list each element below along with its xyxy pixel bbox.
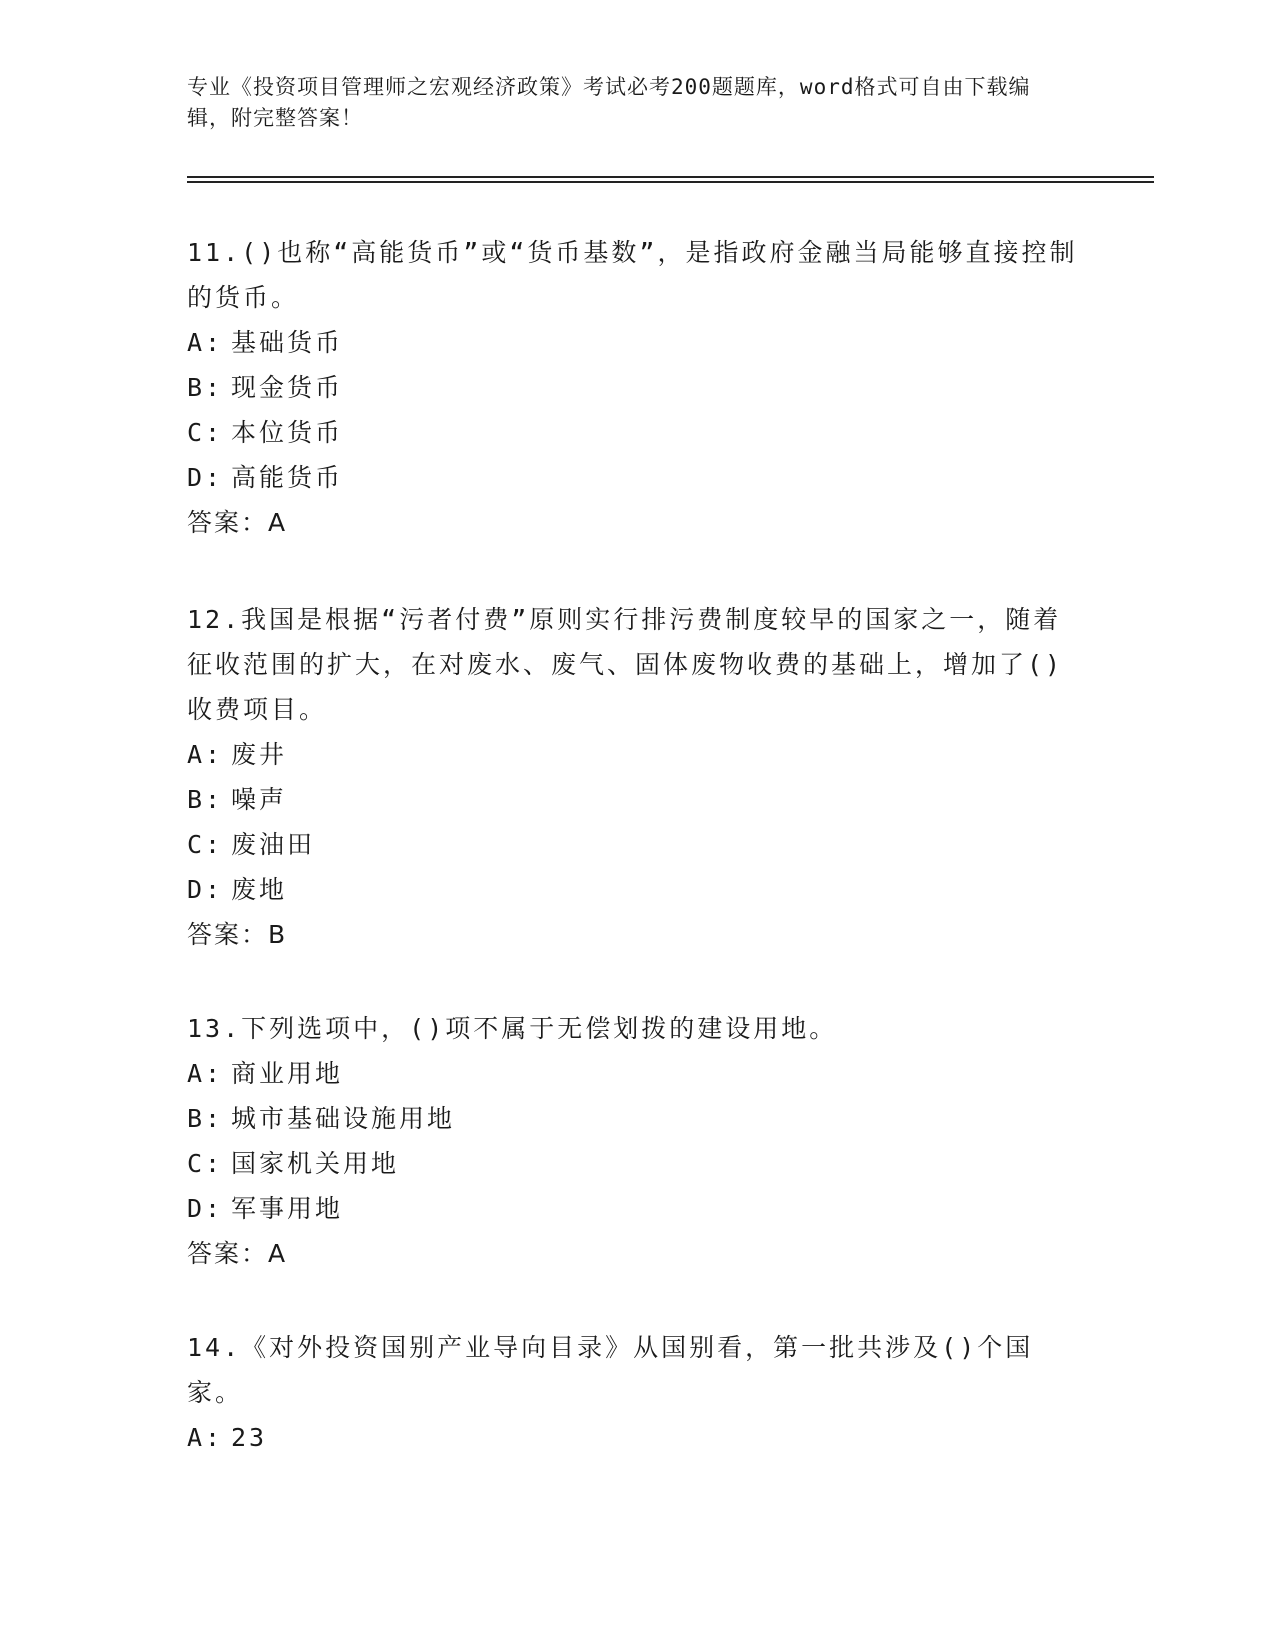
answer-line: 答案：B xyxy=(187,920,288,949)
option-c xyxy=(187,1141,1087,1186)
option-c xyxy=(187,410,1087,455)
option-d xyxy=(187,1186,1087,1231)
question-stem: 11.()也称“高能货币”或“货币基数”，是指政府金融当局能够直接控制的货币。 xyxy=(187,238,1078,312)
answer-line: 答案：A xyxy=(187,1239,288,1268)
option-text: 基础货币 xyxy=(231,328,344,357)
option-text: 军事用地 xyxy=(231,1194,344,1223)
option-label: C: xyxy=(187,1149,224,1178)
question-stem: 14.《对外投资国别产业导向目录》从国别看，第一批共涉及()个国家。 xyxy=(187,1333,1034,1407)
option-text: 废井 xyxy=(231,740,288,769)
option-label: A: xyxy=(187,1423,224,1452)
option-text: 废油田 xyxy=(231,830,316,859)
option-label: D: xyxy=(187,463,224,492)
header-divider-top xyxy=(187,176,1154,178)
option-b xyxy=(187,365,1087,410)
option-text: 国家机关用地 xyxy=(231,1149,400,1178)
option-text: 本位货币 xyxy=(231,418,344,447)
option-text: 噪声 xyxy=(231,785,288,814)
document-header: 专业《投资项目管理师之宏观经济政策》考试必考200题题库，word格式可自由下载编辑，附完整答案！ xyxy=(187,75,1031,130)
option-text: 废地 xyxy=(231,875,288,904)
option-label: A: xyxy=(187,740,224,769)
option-a xyxy=(187,732,1087,777)
option-label: D: xyxy=(187,1194,224,1223)
option-text: 高能货币 xyxy=(231,463,344,492)
option-d xyxy=(187,455,1087,500)
header-divider-bottom xyxy=(187,181,1154,183)
option-label: B: xyxy=(187,1104,224,1133)
question-11 xyxy=(187,230,1087,545)
option-b xyxy=(187,1096,1087,1141)
option-label: C: xyxy=(187,418,224,447)
option-a xyxy=(187,320,1087,365)
option-text: 23 xyxy=(231,1423,268,1452)
question-13 xyxy=(187,1006,1087,1276)
option-a xyxy=(187,1051,1087,1096)
option-text: 城市基础设施用地 xyxy=(231,1104,456,1133)
option-text: 现金货币 xyxy=(231,373,344,402)
option-label: A: xyxy=(187,328,224,357)
option-b xyxy=(187,777,1087,822)
question-stem: 13.下列选项中，()项不属于无偿划拨的建设用地。 xyxy=(187,1014,838,1043)
option-text: 商业用地 xyxy=(231,1059,344,1088)
option-label: B: xyxy=(187,785,224,814)
option-label: A: xyxy=(187,1059,224,1088)
option-label: D: xyxy=(187,875,224,904)
option-d xyxy=(187,867,1087,912)
question-12 xyxy=(187,597,1087,957)
option-label: C: xyxy=(187,830,224,859)
option-a xyxy=(187,1415,1087,1460)
answer-line: 答案：A xyxy=(187,508,288,537)
question-stem: 12.我国是根据“污者付费”原则实行排污费制度较早的国家之一，随着征收范围的扩大，在对废水、废气、固体废物收费的基础上，增加了()收费项目。 xyxy=(187,605,1064,724)
question-14 xyxy=(187,1325,1087,1460)
option-label: B: xyxy=(187,373,224,402)
option-c xyxy=(187,822,1087,867)
